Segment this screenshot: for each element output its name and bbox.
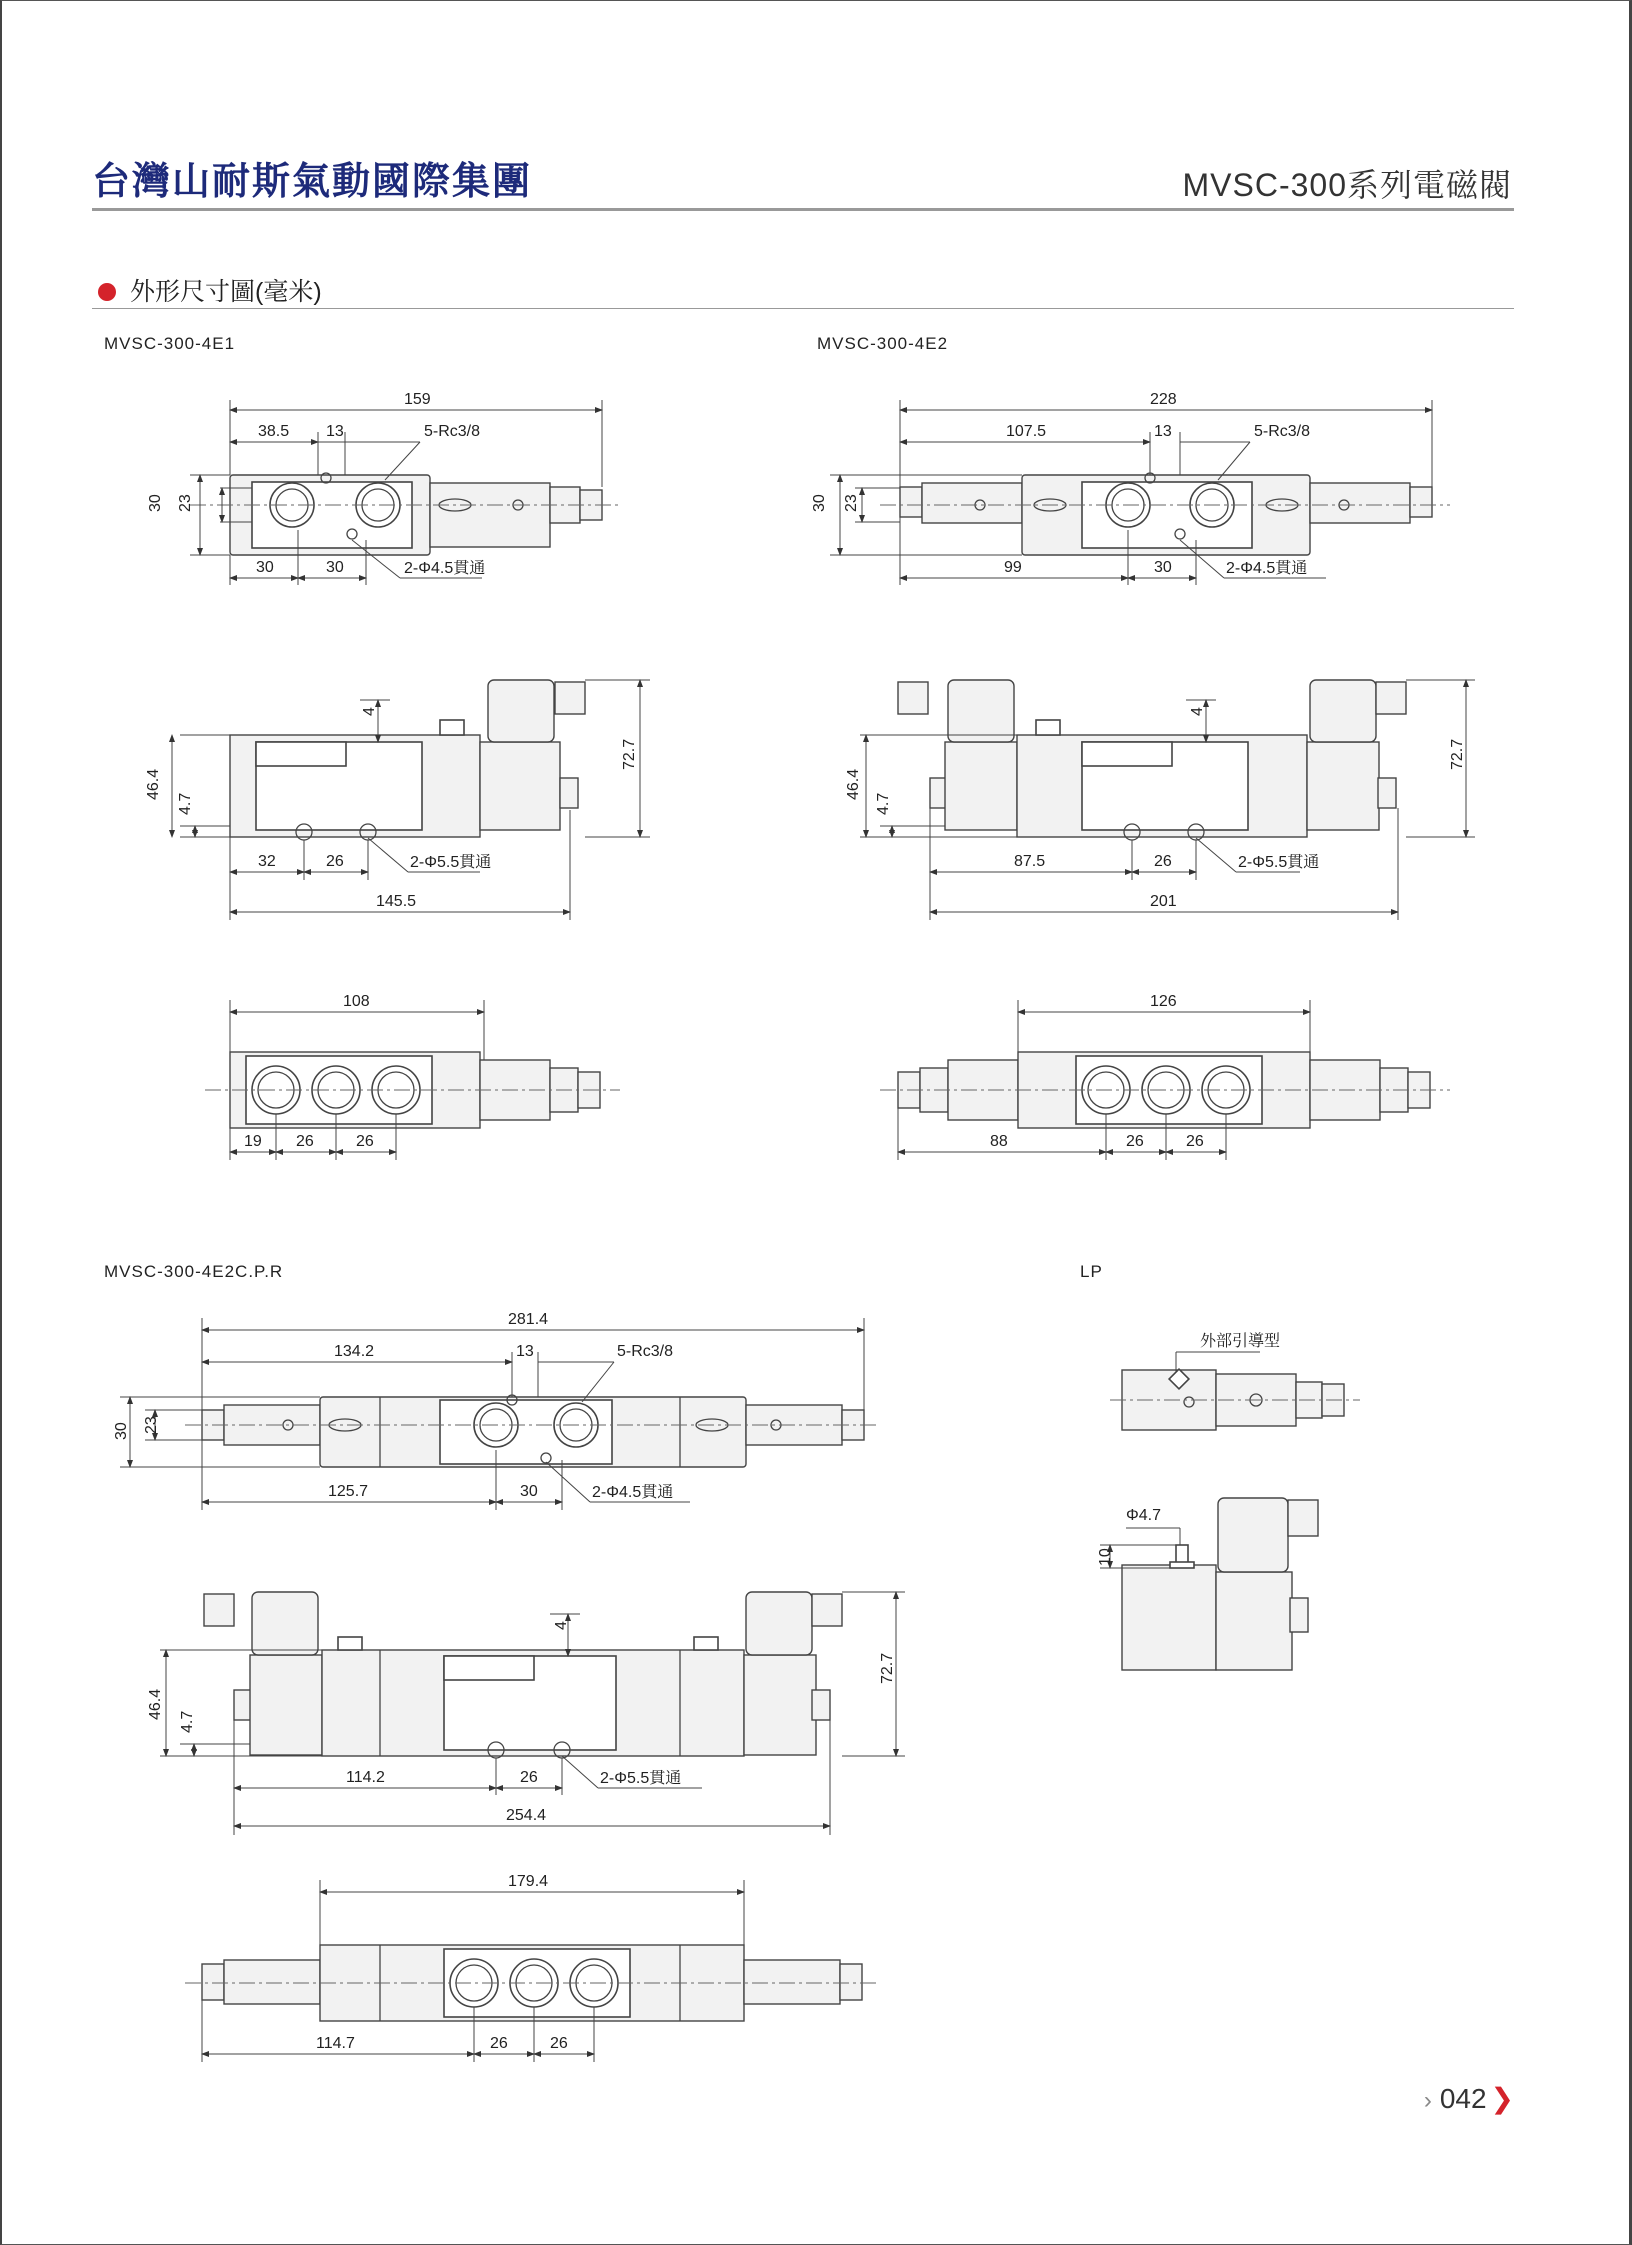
lp-note: 外部引導型	[1200, 1333, 1281, 1350]
svg-text:26: 26	[296, 1133, 314, 1150]
drawing-4e2cpr-top	[113, 1311, 880, 1510]
chevron-right-bold-icon: ❯	[1490, 2083, 1514, 2114]
svg-text:26: 26	[356, 1133, 374, 1150]
svg-text:46.4: 46.4	[147, 1688, 164, 1720]
svg-text:107.5: 107.5	[1006, 423, 1047, 440]
drawing-lp	[1097, 1332, 1360, 1670]
svg-text:46.4: 46.4	[145, 768, 162, 800]
svg-text:26: 26	[1126, 1133, 1144, 1150]
svg-text:23: 23	[143, 1416, 160, 1434]
company-title: 台灣山耐斯氣動國際集團	[92, 159, 533, 203]
model-label-4e1: MVSC-300-4E1	[104, 334, 236, 353]
svg-text:114.7: 114.7	[316, 2035, 355, 2052]
svg-text:4.7: 4.7	[179, 1710, 196, 1733]
model-label-4e2cpr: MVSC-300-4E2C.P.R	[104, 1262, 284, 1281]
svg-text:5-Rc3/8: 5-Rc3/8	[1254, 423, 1311, 440]
svg-text:2-Φ5.5貫通: 2-Φ5.5貫通	[410, 854, 492, 871]
svg-text:38.5: 38.5	[258, 423, 290, 440]
svg-text:5-Rc3/8: 5-Rc3/8	[424, 423, 481, 440]
svg-text:26: 26	[490, 2035, 508, 2052]
svg-text:201: 201	[1150, 893, 1177, 910]
drawing-4e2-top	[811, 391, 1450, 585]
svg-text:26: 26	[550, 2035, 568, 2052]
svg-text:72.7: 72.7	[621, 738, 638, 770]
lp-dim-10: 10	[1097, 1548, 1114, 1566]
svg-text:2-Φ5.5貫通: 2-Φ5.5貫通	[1238, 854, 1320, 871]
lp-dim-phi: Φ4.7	[1126, 1507, 1162, 1524]
svg-text:134.2: 134.2	[334, 1343, 375, 1360]
svg-text:179.4: 179.4	[508, 1873, 549, 1890]
drawing-4e2-front	[845, 680, 1475, 920]
svg-text:125.7: 125.7	[328, 1483, 369, 1500]
svg-text:32: 32	[258, 853, 276, 870]
svg-text:30: 30	[520, 1483, 538, 1500]
svg-text:5-Rc3/8: 5-Rc3/8	[617, 1343, 674, 1360]
svg-text:26: 26	[1154, 853, 1172, 870]
svg-text:30: 30	[113, 1422, 130, 1440]
svg-text:30: 30	[326, 559, 344, 576]
series-title: MVSC-300系列電磁閥	[1182, 167, 1512, 203]
svg-text:26: 26	[1186, 1133, 1204, 1150]
svg-text:4: 4	[553, 1621, 570, 1630]
svg-text:13: 13	[516, 1343, 534, 1360]
svg-text:2-Φ4.5貫通: 2-Φ4.5貫通	[404, 560, 486, 577]
svg-text:126: 126	[1150, 993, 1177, 1010]
svg-text:30: 30	[256, 559, 274, 576]
svg-text:145.5: 145.5	[376, 893, 417, 910]
svg-text:30: 30	[1154, 559, 1172, 576]
dim-4e1-159: 159	[404, 391, 431, 408]
svg-text:99: 99	[1004, 559, 1022, 576]
svg-text:23: 23	[177, 494, 194, 512]
model-label-lp: LP	[1080, 1262, 1103, 1281]
svg-text:4: 4	[1189, 707, 1206, 716]
svg-text:2-Φ4.5貫通: 2-Φ4.5貫通	[1226, 560, 1308, 577]
model-label-4e2: MVSC-300-4E2	[817, 334, 949, 353]
svg-text:46.4: 46.4	[845, 768, 862, 800]
chevron-right-icon: ›	[1423, 2087, 1432, 2114]
page-number-text: 042	[1439, 2083, 1487, 2114]
svg-text:26: 26	[326, 853, 344, 870]
drawing-4e2cpr-bottom	[185, 1873, 880, 2062]
svg-text:281.4: 281.4	[508, 1311, 549, 1328]
svg-text:30: 30	[811, 494, 828, 512]
svg-text:13: 13	[1154, 423, 1172, 440]
svg-text:87.5: 87.5	[1014, 853, 1046, 870]
drawing-4e2cpr-front	[147, 1592, 905, 1835]
svg-text:114.2: 114.2	[346, 1769, 385, 1786]
page-number	[1424, 2082, 1514, 2115]
svg-text:72.7: 72.7	[879, 1652, 896, 1684]
svg-text:2-Φ5.5貫通: 2-Φ5.5貫通	[600, 1770, 682, 1787]
drawing-4e2-bottom	[880, 993, 1450, 1160]
svg-text:13: 13	[326, 423, 344, 440]
svg-text:30: 30	[147, 494, 164, 512]
svg-text:2-Φ4.5貫通: 2-Φ4.5貫通	[592, 1484, 674, 1501]
svg-text:108: 108	[343, 993, 370, 1010]
svg-text:4: 4	[361, 707, 378, 716]
svg-text:254.4: 254.4	[506, 1807, 547, 1824]
drawing-4e1-front	[145, 680, 650, 920]
svg-text:26: 26	[520, 1769, 538, 1786]
svg-text:72.7: 72.7	[1449, 738, 1466, 770]
svg-text:19: 19	[244, 1133, 262, 1150]
svg-text:23: 23	[843, 494, 860, 512]
svg-text:4.7: 4.7	[875, 792, 892, 815]
svg-text:88: 88	[990, 1133, 1008, 1150]
svg-text:228: 228	[1150, 391, 1177, 408]
drawing-4e1-top	[147, 391, 620, 585]
svg-text:4.7: 4.7	[177, 792, 194, 815]
drawing-4e1-bottom	[205, 993, 620, 1160]
section-title: 外形尺寸圖(毫米)	[130, 278, 322, 306]
